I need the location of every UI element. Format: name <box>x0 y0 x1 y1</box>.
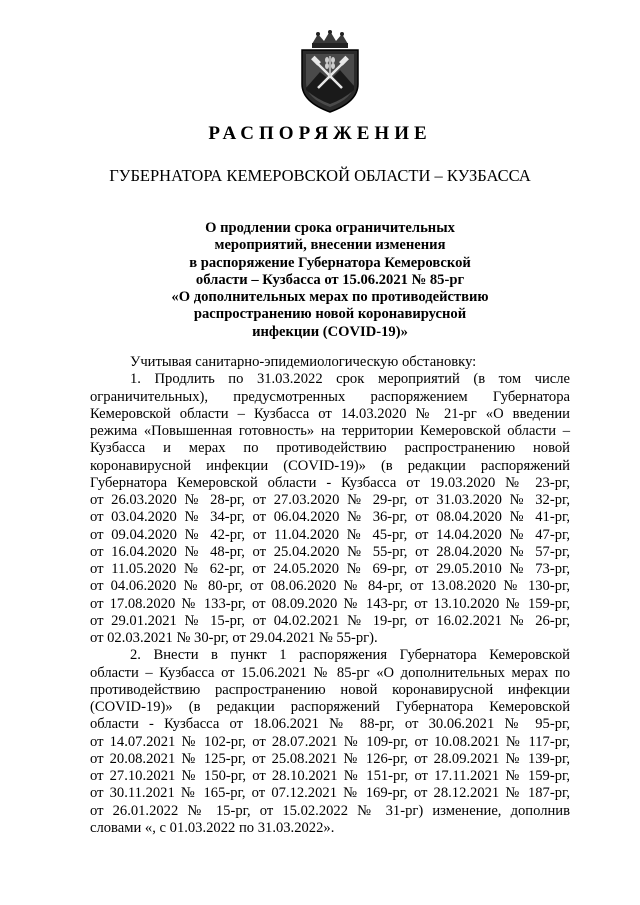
subject-line: инфекции (COVID-19)» <box>252 323 408 340</box>
body-line: 2. Внести в пункт 1 распоряжения Губернатора Кемеровской <box>130 647 570 664</box>
document-type-heading: РАСПОРЯЖЕНИЕ <box>208 123 432 144</box>
body-line: от 11.05.2020 № 62-рг, от 24.05.2020 № 69-рг, от 29.05.2010 № 73-рг, <box>90 561 570 577</box>
body-line: Учитывая санитарно-эпидемиологическую обстановку: <box>130 354 477 370</box>
body-line: (COVID-19)» (в редакции распоряжений Губернатора Кемеровской <box>90 699 570 715</box>
body-line: режима «Повышенная готовность» на территории Кемеровской области – <box>90 423 570 439</box>
body-line: от 09.04.2020 № 42-рг, от 11.04.2020 № 45-рг, от 14.04.2020 № 47-рг, <box>90 526 570 543</box>
subject-line: О продлении срока ограничительных <box>205 220 455 236</box>
body-line: ограничительных), предусмотренных распоряжением Губернатора <box>90 388 570 405</box>
body-line: противодействию распространению новой коронавирусной инфекции <box>90 681 570 698</box>
body-line: от 27.10.2021 № 150-рг, от 28.10.2021 № 151-рг, от 17.11.2021 № 159-рг, <box>90 768 570 784</box>
document-subject <box>140 220 520 341</box>
body-line: от 04.06.2020 № 80-рг, от 08.06.2020 № 84-рг, от 13.08.2020 № 130-рг, <box>90 578 570 595</box>
subject-line: мероприятий, внесении изменения <box>214 237 446 254</box>
kuzbass-coat-of-arms-icon <box>294 30 366 114</box>
body-line: словами «, с 01.03.2022 по 31.03.2022». <box>90 819 335 836</box>
body-line: от 20.08.2021 № 125-рг, от 25.08.2021 № 126-рг, от 28.09.2021 № 139-рг, <box>90 750 570 767</box>
body-line: от 26.03.2020 № 28-рг, от 27.03.2020 № 29-рг, от 31.03.2020 № 32-рг, <box>90 492 570 508</box>
body-line: Кузбасса и мерах по противодействию распространению новой <box>90 440 570 457</box>
body-line: области – Кузбасса от 15.06.2021 № 85-рг «О дополнительных мерах по <box>90 664 570 681</box>
body-line: от 03.04.2020 № 34-рг, от 06.04.2020 № 36-рг, от 08.04.2020 № 41-рг, <box>90 509 570 526</box>
subject-line: области – Кузбасса от 15.06.2021 № 85-рг <box>195 271 465 288</box>
document-body <box>90 354 570 837</box>
subject-line: распространению новой коронавирусной <box>193 306 467 323</box>
body-line: от 30.11.2021 № 165-рг, от 07.12.2021 № 169-рг, от 28.12.2021 № 187-рг, <box>90 785 570 802</box>
body-line: коронавирусной инфекции (COVID-19)» (в редакции распоряжений <box>90 457 570 474</box>
body-line: области - Кузбасса от 18.06.2021 № 88-рг, от 30.06.2021 № 95-рг, <box>90 716 570 733</box>
subject-line: в распоряжение Губернатора Кемеровской <box>189 254 471 271</box>
body-line: от 02.03.2021 № 30-рг, от 29.04.2021 № 55-рг). <box>90 630 378 646</box>
body-line: от 26.01.2022 № 15-рг, от 15.02.2022 № 31-рг) изменение, дополнив <box>90 802 570 819</box>
body-line: Кемеровской области – Кузбасса от 14.03.2020 № 21-рг «О введении <box>90 405 570 422</box>
body-line: от 14.07.2021 № 102-рг, от 28.07.2021 № 109-рг, от 10.08.2021 № 117-рг, <box>90 733 570 750</box>
issuing-authority: ГУБЕРНАТОРА КЕМЕРОВСКОЙ ОБЛАСТИ – КУЗБАССА <box>109 166 531 185</box>
body-line: 1. Продлить по 31.03.2022 срок мероприятий (в том числе <box>130 371 570 388</box>
body-line: от 29.01.2021 № 15-рг, от 04.02.2021 № 19-рг, от 16.02.2021 № 26-рг, <box>90 612 570 629</box>
body-line: Губернатора Кемеровской области - Кузбасса от 19.03.2020 № 23-рг, <box>90 474 570 491</box>
subject-line: «О дополнительных мерах по противодействию <box>171 289 489 306</box>
body-line: от 16.04.2020 № 48-рг, от 25.04.2020 № 55-рг, от 28.04.2020 № 57-рг, <box>90 543 570 560</box>
body-line: от 17.08.2020 № 133-рг, от 08.09.2020 № 143-рг, от 13.10.2020 № 159-рг, <box>90 595 570 612</box>
